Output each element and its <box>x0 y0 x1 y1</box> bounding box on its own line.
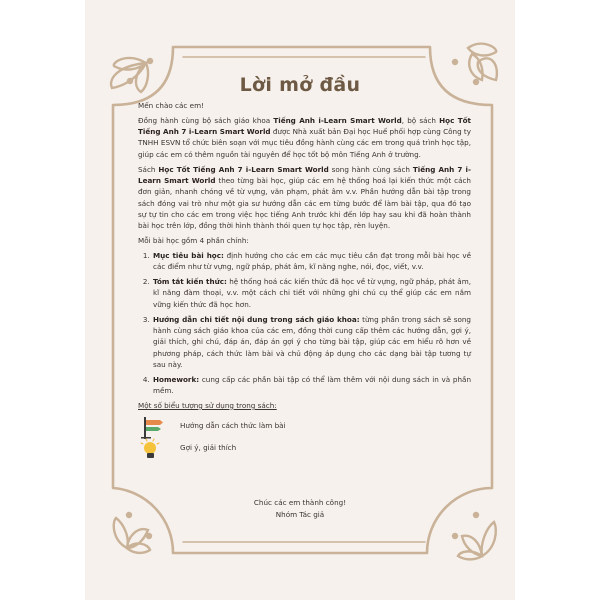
list-item: 3. Hướng dẫn chi tiết nội dung trong sách giáo khoa: từng phần trong sách sẽ song hành cùng sách giáo khoa của các em, đồng thời cung cấp thêm các hướng dẫn, gợi ý, giải thích, ghi chú, đáp án, đáp án gợi ý cho từng bài tập, giúp các em hiểu rõ hơn về phương pháp, cách thức làm bài và chủ động áp dụng cho các dạng bài tập tương tự sau này. <box>152 314 471 370</box>
parts-list <box>138 250 471 396</box>
closing-signature: Nhóm Tác giả <box>275 510 325 519</box>
icons-intro: Một số biểu tượng sử dụng trong sách: <box>138 400 277 410</box>
closing <box>85 497 515 521</box>
closing-wish: Chúc các em thành công! <box>253 498 347 507</box>
icon-legend-row <box>138 437 471 459</box>
list-item: 4. Homework: cung cấp các phần bài tập có thể làm thêm với nội dung sách in và phần mềm. <box>152 374 471 397</box>
icon-legend-row <box>138 415 471 437</box>
icon-label: Gợi ý, giải thích <box>180 443 237 453</box>
icon-label: Hướng dẫn cách thức làm bài <box>180 421 286 431</box>
page-title: Lời mở đầu <box>239 74 361 96</box>
list-item: 1. Mục tiêu bài học: định hướng cho các em các mục tiêu cần đạt trong mỗi bài học về các điểm như từ vựng, ngữ pháp, phát âm, kĩ năng nghe, nói, đọc, viết, v.v. <box>152 250 471 273</box>
preface-body <box>138 100 471 459</box>
signpost-icon <box>138 415 166 437</box>
list-item: 2. Tóm tắt kiến thức: hệ thống hoá các kiến thức đã học về từ vựng, ngữ pháp, phát âm, kĩ năng đàm thoại, v.v. một cách chi tiết với những ghi chú cụ thể giúp các em nắm vững kiến thức đã học hơn. <box>152 276 471 310</box>
parts-intro: Mỗi bài học gồm 4 phần chính: <box>138 236 249 246</box>
greeting: Mến chào các em! <box>138 101 204 110</box>
paragraph-intro: Đồng hành cùng bộ sách giáo khoa Tiếng Anh i-Learn Smart World, bộ sách Học Tốt Tiếng Anh 7 i-Learn Smart World được Nhà xuất bản Đại học Huế phối hợp cùng Công ty TNHH ESVN tổ chức biên soạn với mục tiêu đồng hành cùng các em trong quá trình học tập, giúp các em có thêm nguồn tài nguyên để học tốt bộ môn Tiếng Anh ở trường. <box>138 115 472 159</box>
paragraph-description: Sách Học Tốt Tiếng Anh 7 i-Learn Smart World song hành cùng sách Tiếng Anh 7 i-Learn Smart World theo từng bài học, giúp các em hệ thống hoá lại kiến thức một cách đơn giản, nhanh chóng về từ vựng, văn phạm, phát âm v.v. Phần hướng dẫn bài tập trong sách đóng vai trò như một gia sư hướng dẫn các em từng bước để làm bài tập, qua đó tạo sự tự tin cho các em trong việc học tiếng Anh trước khi đến lớp hay sau khi đã hoàn thành bài học trên lớp, đồng thời hình thành thói quen tự học tập, rèn luyện. <box>138 164 471 231</box>
lightbulb-icon <box>138 437 166 459</box>
